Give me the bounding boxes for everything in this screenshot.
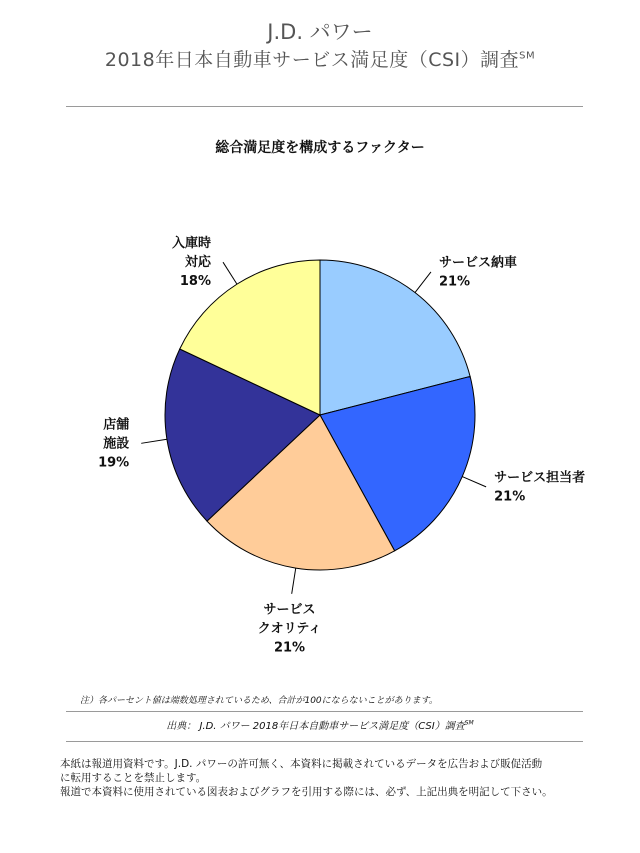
slice-name-label: 対応 <box>185 255 212 271</box>
slice-label <box>98 416 129 470</box>
source-citation <box>0 717 640 732</box>
slice-value-label: 19% <box>98 455 130 471</box>
note-divider <box>66 711 583 712</box>
leader-line <box>292 568 296 594</box>
slice-value-label: 21% <box>494 489 526 505</box>
slice-name-label: サービス納車 <box>438 255 517 271</box>
pie-slices <box>165 260 475 570</box>
slice-value-label: 21% <box>438 274 471 290</box>
leader-line <box>223 262 237 284</box>
source-divider <box>66 741 583 742</box>
slice-name-label: 入庫時 <box>172 236 212 252</box>
leader-line <box>141 439 167 443</box>
source-service-mark: SM <box>464 719 474 727</box>
slice-value-label: 21% <box>273 640 306 656</box>
disclaimer-line: 本紙は報道用資料です。J.D. パワーの許可無く、本資料に掲載されているデータを広告および販促活動 <box>60 758 543 770</box>
slice-label <box>258 603 322 656</box>
leader-line <box>462 477 486 487</box>
brand-name: J.D. パワー <box>267 20 373 44</box>
slice-value-label: 18% <box>179 274 212 290</box>
service-mark: SM <box>519 50 536 62</box>
slice-label <box>439 254 517 289</box>
leader-line <box>415 272 431 293</box>
press-disclaimer <box>60 757 590 799</box>
slice-label <box>172 235 212 289</box>
slice-name-label: サービス担当者 <box>494 470 586 486</box>
disclaimer-line: 報道で本資料に使用されている図表およびグラフを引用する際には、必ず、上記出典を明記して下さい。 <box>60 786 553 798</box>
slice-name-label: クオリティ <box>257 621 322 637</box>
rounding-note: 注）各パーセント値は端数処理されているため、合計が100にならないことがあります。 <box>80 696 438 706</box>
report-title-text: 2018年日本自動車サービス満足度（CSI）調査 <box>104 49 520 71</box>
slice-name-label: 店舗 <box>103 417 130 433</box>
slice-name-label: 施設 <box>103 436 130 452</box>
chart-title: 総合満足度を構成するファクター <box>215 140 425 156</box>
slice-label <box>494 469 585 504</box>
disclaimer-line: に転用することを禁止します。 <box>60 772 207 784</box>
source-text: 出典： J.D. パワー 2018年日本自動車サービス満足度（CSI）調査 <box>166 721 465 732</box>
slice-name-label: サービス <box>263 602 316 618</box>
